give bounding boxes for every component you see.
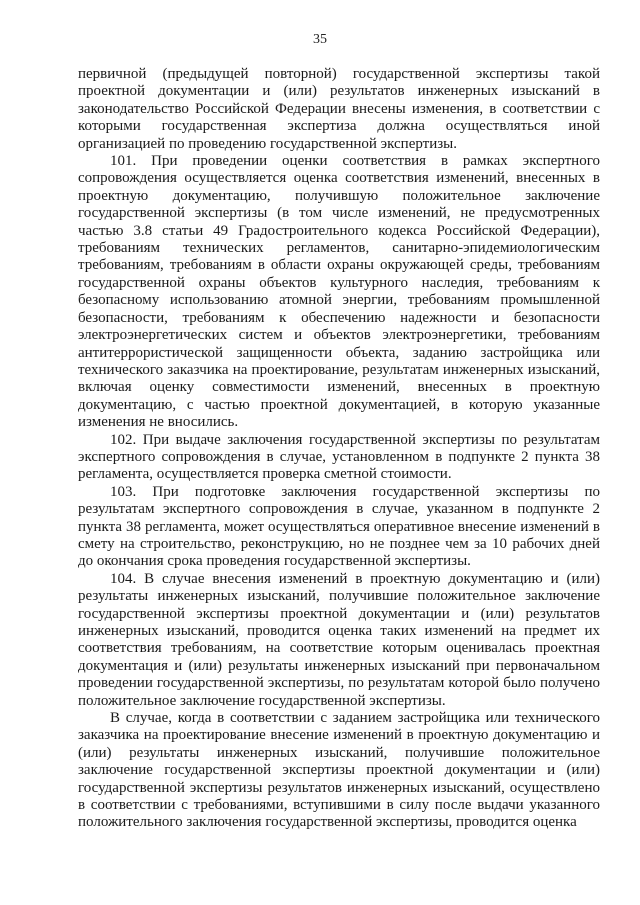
document-body — [78, 66, 600, 832]
paragraph-101: 101. При проведении оценки соответствия в рамках экспертного сопровождения осуществляется оценка соответствия изменений, внесенных в проектную документацию, получившую положительное заключение государственной экспертизы (в том числе изменений, не предусмотренных частью 3.8 статьи 49 Градостроительного кодекса Российской Федерации), требованиям технических регламентов, санитарно-эпидемиологическим требованиям, требованиям в области охраны окружающей среды, требованиям государственной охраны объектов культурного наследия, требованиям к безопасному использованию атомной энергии, требованиям промышленной безопасности, требованиям к обеспечению надежности и безопасности электроэнергетических систем и объектов электроэнергетики, требованиям антитеррористической защищенности объекта, заданию застройщика или технического заказчика на проектирование, результатам инженерных изысканий, включая оценку совместимости изменений, внесенных в проектную документацию, с частью проектной документацией, в которую указанные изменения не вносились. — [78, 153, 600, 431]
paragraph-104: 104. В случае внесения изменений в проектную документацию и (или) результаты инженерных изысканий, получившие положительное заключение государственной экспертизы проектной документации и (или) результатов инженерных изысканий, проводится оценка таких изменений на предмет их соответствия требованиям, на соответствие которым оценивалась проектная документация и (или) результаты инженерных изысканий при первоначальном проведении государственной экспертизы, по результатам которой было получено положительное заключение государственной экспертизы. — [78, 570, 600, 709]
paragraph-continuation: первичной (предыдущей повторной) государственной экспертизы такой проектной документации и (или) результатов инженерных изысканий в законодательство Российской Федерации внесены изменения, в соответствии с которыми государственная экспертиза должна осуществляться иной организацией по проведению государственной экспертизы. — [78, 66, 600, 152]
paragraph-103: 103. При подготовке заключения государственной экспертизы по результатам экспертного сопровождения в случае, указанном в подпункте 2 пункта 38 регламента, может осуществляться оперативное внесение изменений в смету на строительство, реконструкцию, но не позднее чем за 10 рабочих дней до окончания срока проведения государственной экспертизы. — [78, 483, 600, 570]
page-number: 35 — [313, 32, 327, 47]
paragraph-104-case: В случае, когда в соответствии с заданием застройщика или технического заказчика на проектирование внесение изменений в проектную документацию и (или) результаты инженерных изысканий, получившие положительное заключение государственной экспертизы проектной документации и (или) государственной экспертизы результатов инженерных изысканий, осуществлено в соответствии с требованиями, вступившими в силу после выдачи указанного положительного заключения государственной экспертизы, проводится оценка — [78, 710, 600, 831]
paragraph-102: 102. При выдаче заключения государственной экспертизы по результатам экспертного сопровождения в случае, установленном в подпункте 2 пункта 38 регламента, осуществляется проверка сметной стоимости. — [78, 431, 600, 483]
